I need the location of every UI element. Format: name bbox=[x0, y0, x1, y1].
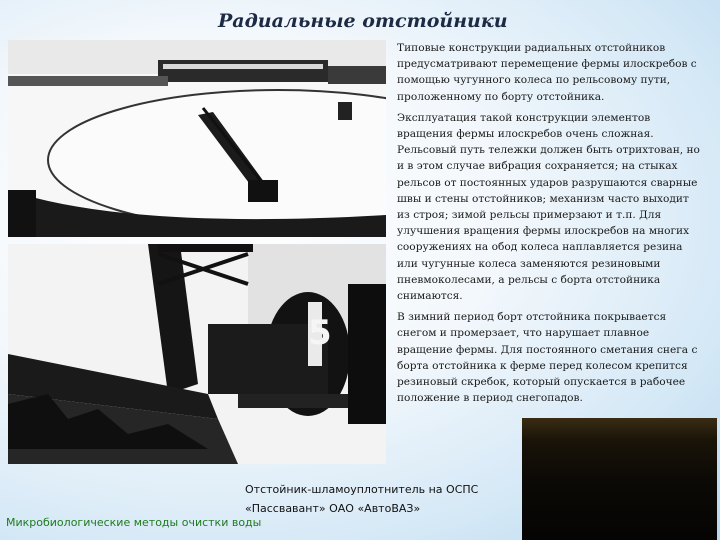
footer-course-title: Микробиологические методы очистки воды bbox=[6, 516, 262, 529]
paragraph-3: В зимний период борт отстойника покрывается снегом и промерзает, что нарушает плавное вращение фермы. Для постоянного сметания снега с борта отстойника к ферме перед колесом крепится резиновый скребок, который опускается в рабочее положение в период снегопадов. bbox=[397, 311, 698, 405]
photo-caption bbox=[245, 480, 520, 518]
slide-title: Радиальные отстойники bbox=[218, 10, 508, 32]
caption-line-2: «Пассвавант» ОАО «АвтоВАЗ» bbox=[245, 502, 421, 515]
paragraph-2: Эксплуатация такой конструкции элементов вращения фермы илоскребов очень сложная. Рельсовый путь тележки должен быть отрихтован, но и в этом случае вибрация сохраняется; на стыках рельсов от постоянных ударов разрушаются сварные швы и стены отстойников; механизм часто выходит из строя; зимой рельсы примерзают и т.п. Для улучшения вращения фермы илоскребов на многих сооружениях на обод колеса наплавляется резина или чугунные колеса заменяются резиновыми пневмоколесами, а рельсы с борта отстойника снимаются. bbox=[397, 111, 700, 303]
description-text bbox=[397, 40, 705, 411]
tank-interior-photo-dark bbox=[522, 418, 717, 540]
caption-line-1: Отстойник-шламоуплотнитель на ОСПС bbox=[245, 483, 479, 496]
bridge-wheel-photo-bottom bbox=[8, 244, 386, 464]
paragraph-1: Типовые конструкции радиальных отстойников предусматривают перемещение фермы илоскребов с помощью чугунного колеса по рельсовому пути, проложенному по борту отстойника. bbox=[397, 42, 697, 103]
settling-tank-photo-top bbox=[8, 40, 386, 237]
photo-number-label: 5 bbox=[308, 313, 332, 353]
